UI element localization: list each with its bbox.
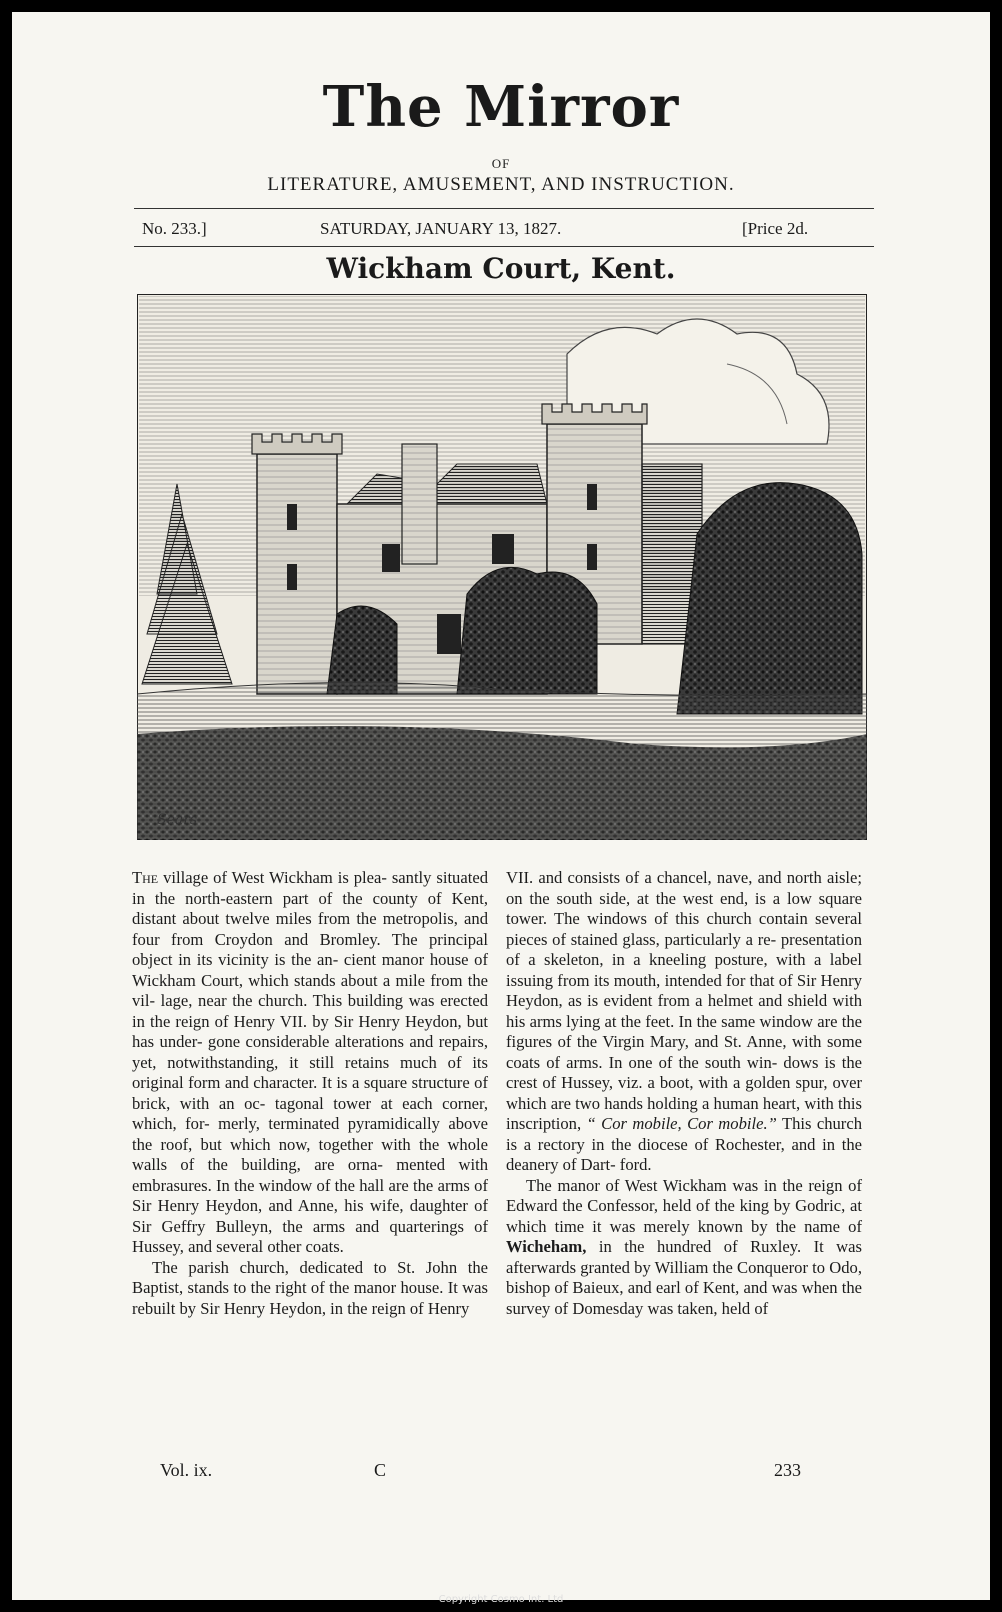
- engraver-signature: Sears: [157, 812, 198, 828]
- copyright-notice: Copyright Cosmo Int. Ltd: [438, 1594, 564, 1605]
- masthead-subtitle: LITERATURE, AMUSEMENT, AND INSTRUCTION.: [267, 174, 735, 195]
- article-title: Wickham Court, Kent.: [326, 252, 676, 285]
- issue-price: [Price 2d.: [742, 219, 809, 238]
- right-paragraph-1-end: This church is a rectory in the diocese of Rochester, and in the deanery of Dart- ford.: [506, 1114, 862, 1174]
- drop-lead-word: The: [132, 868, 159, 887]
- left-column: [132, 868, 488, 1319]
- footer-volume: Vol. ix.: [160, 1460, 213, 1480]
- page: [12, 12, 990, 1600]
- right-paragraph-2: [506, 1176, 862, 1320]
- masthead-of: OF: [491, 156, 511, 171]
- right-paragraph-2b: in the hundred of Ruxley. It was afterwards granted by William the Conqueror to Odo, bishop of Baieux, and earl of Kent, and was when the survey of Domesday was taken, held of: [506, 1237, 862, 1318]
- right-column: [506, 868, 862, 1319]
- footer-signature: C: [374, 1460, 387, 1480]
- left-paragraph-1: [132, 868, 488, 1258]
- engraving-wickham-court: [137, 294, 867, 840]
- issue-number: No. 233.]: [142, 219, 207, 238]
- right-paragraph-2a: The manor of West Wickham was in the reign of Edward the Confessor, held of the king by Godric, at which time it was merely known by the name of: [506, 1175, 862, 1236]
- left-paragraph-1-text: village of West Wickham is plea- santly situated in the north-eastern part of the county of Kent, distant about twelve miles from the metropolis, and four from Croydon and Bromley. The principal object in its vicinity is the an- cient manor house of Wickham Court, which stands about a mile from the vil- lage, near the church. This building was erected in the reign of Henry VII. by Sir Henry Heydon, but has under- gone considerable alterations and repairs, yet, notwithstanding, it still retains much of its original form and character. It is a square structure of brick, with an oc- tagonal tower at each corner, which, for- merly, terminated pyramidically above the roof, but which now, together with the whole walls of the building, are orna- mented with embrasures. In the window of the hall are the arms of Sir Henry Heydon, and Anne, his wife, daughter of Sir Geffry Bulleyn, the arms and quarterings of Hussey, and several other coats.: [132, 868, 488, 1256]
- latin-inscription: “ Cor mobile, Cor mobile.”: [586, 1114, 777, 1133]
- masthead-title: The Mirror: [322, 74, 680, 140]
- left-paragraph-2: The parish church, dedicated to St. John the Baptist, stands to the right of the manor house. It was rebuilt by Sir Henry Heydon, in the reign of Henry: [132, 1257, 488, 1318]
- bottom-rule: [134, 246, 874, 247]
- right-paragraph-1: [506, 868, 862, 1176]
- issue-date: SATURDAY, JANUARY 13, 1827.: [320, 219, 562, 238]
- footer-page-number: 233: [774, 1460, 801, 1480]
- right-paragraph-1-text: VII. and consists of a chancel, nave, and north aisle; on the south side, at the west end, is a low square tower. The windows of this church contain several pieces of stained glass, particularly a re- presentation of a skeleton, in a kneeling posture, with a label issuing from its mouth, intended for that of Sir Henry Heydon, as is evident from a helmet and shield with his arms lying at the feet. In the same window are the figures of the Virgin Mary, and St. Anne, with some coats of arms. In one of the south win- dows is the crest of Hussey, viz. a boot, with a golden spur, over which are two hands holding a human heart, with this inscription,: [506, 868, 862, 1133]
- top-rule: [134, 208, 874, 209]
- old-name-wicheham: Wicheham,: [506, 1237, 587, 1256]
